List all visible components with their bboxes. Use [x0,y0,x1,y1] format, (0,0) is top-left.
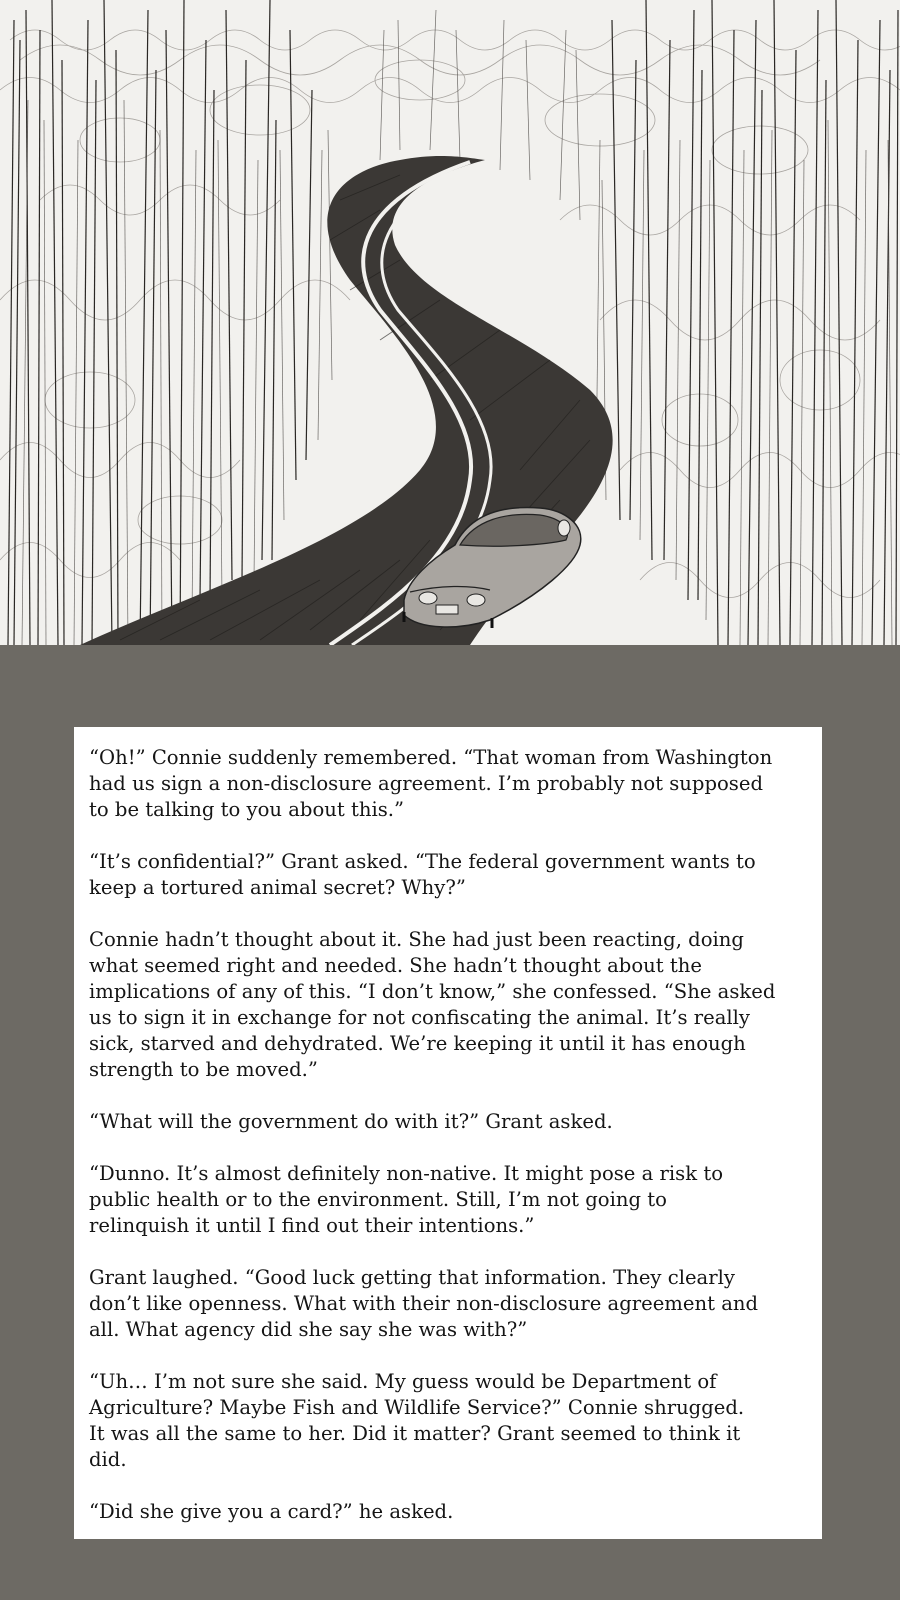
story-paragraph-5: “Dunno. It’s almost definitely non-native. It might pose a risk to public health or to the environment. Still, I’m not going to relinquish it until I find out their intentions.” [89,1162,723,1237]
story-paragraph-1: “Oh!” Connie suddenly remembered. “That woman from Washington had us sign a non-disclosure agreement. I’m probably not supposed to be talking to you about this.” [89,746,773,821]
road-illustration [0,0,900,645]
story-paragraph-6: Grant laughed. “Good luck getting that information. They clearly don’t like openness. What with their non-disclosure agreement and all. What agency did she say she was with?” [89,1266,759,1341]
story-paragraph-2: “It’s confidential?” Grant asked. “The federal government wants to keep a tortured animal secret? Why?” [89,850,756,899]
road-illustration-svg [0,0,900,645]
story-paragraph-7: “Uh… I’m not sure she said. My guess would be Department of Agriculture? Maybe Fish and Wildlife Service?” Connie shrugged. It was all the same to her. Did it matter? Grant seemed to think it did. [89,1370,745,1471]
story-paragraph-4: “What will the government do with it?” Grant asked. [89,1110,613,1133]
story-paragraph-8: “Did she give you a card?” he asked. [89,1500,454,1523]
story-paragraph-3: Connie hadn’t thought about it. She had just been reacting, doing what seemed right and needed. She hadn’t thought about the implications of any of this. “I don’t know,” she confessed. “She asked us to sign it in exchange for not confiscating the animal. It’s really sick, starved and dehydrated. We’re keeping it until it has enough strength to be moved.” [89,928,776,1081]
story-text-panel [74,727,822,1539]
